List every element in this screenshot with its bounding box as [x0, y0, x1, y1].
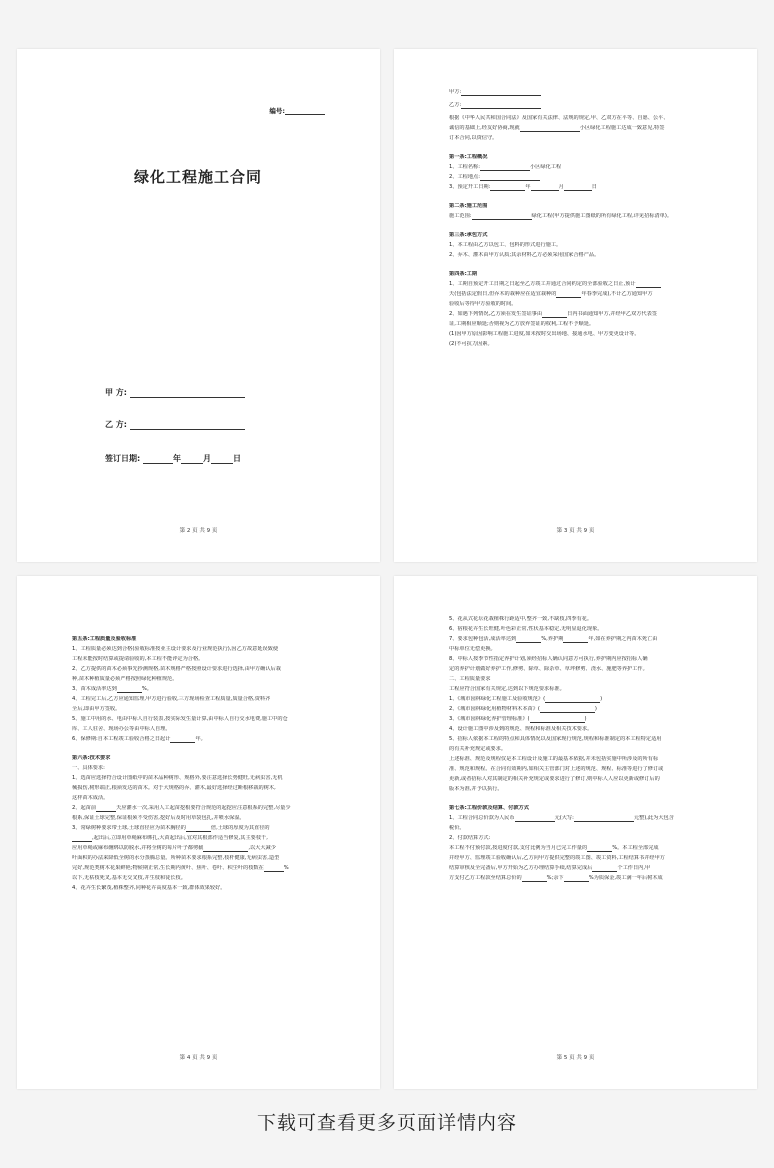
page-body — [72, 636, 328, 892]
text-line: 1、工程合同总价款为人民币 元(大写: 元整),此为大包含 — [449, 815, 674, 821]
contract-page-2 — [394, 49, 757, 562]
contract-number: 编号: — [269, 106, 325, 115]
party-a-field: 甲 方: — [105, 387, 245, 398]
section-heading: 第三条:承包方式 — [449, 232, 488, 238]
text-line: 一、具体要求: — [72, 765, 105, 771]
contract-page-4 — [394, 576, 757, 1089]
text-line: 7、要求包种包活,成活率达到 %,养护期 年,如在养护期之内苗木死亡由 — [449, 636, 658, 642]
text-line: 并经甲方、监理竣工验收确认后,乙方向甲方提供完整的竣工图、竣工资料,工程结算书并经甲方 — [449, 855, 665, 861]
section-heading: 第四条:工期 — [449, 271, 478, 277]
text-line: 二、工程质量要求 — [449, 676, 491, 682]
text-line: 2、《城市园林绿化用植物材料木本苗》( ) — [449, 706, 597, 712]
text-line: 税价。 — [449, 825, 465, 831]
contract-page-3 — [17, 576, 380, 1089]
text-line: 更新,或者招标人对其制定的相关补充规定或要求进行了修订,则中标人人应以更新或修订后的 — [449, 776, 660, 782]
text-line: 叶面积的办法来降低全树的水分蒸腾总量。所种苗木要求根系完整,枝杆健康,无病虫害,造型 — [72, 855, 280, 861]
text-line: 种,苗木种植质量必须严格按照绿化种植规范。 — [72, 676, 178, 682]
section-heading: 第二条:施工范围 — [449, 203, 488, 209]
text-line: 定的养护计划做好养护工作,修剪、除草、除杂草、草坪修剪、浇水、施肥等养护工作。 — [449, 666, 648, 672]
text-line: (2)不可抗力因素。 — [449, 341, 493, 347]
text-line: 全后,即由甲方签收。 — [72, 706, 121, 712]
download-caption: 下载可查看更多页面详情内容 — [256, 1112, 517, 1134]
text-line: 甲方: — [449, 89, 705, 96]
text-line: 2、乔木、灌木由甲方认质;其余材料乙方必须采用国家合格产品。 — [449, 252, 600, 258]
text-line: 的有关补充规定或要求。 — [449, 746, 507, 752]
text-line: 完好,规范类树木花果鲜艳;物候期正常,生长期内黄叶、焦叶、卷叶、积尘叶的枝数在 % — [72, 865, 289, 871]
text-line: 2、如遇下列情况,乙方须在发生签证事由 日内书面通知甲方,并经甲乙双方代表签 — [449, 311, 657, 317]
text-line: 诚信的基础上,经友好协商,现就 小区绿化工程施工达成一致意见,特签 — [449, 125, 665, 131]
text-line: 验收后等待甲方验收的时间。 — [449, 301, 517, 307]
text-line: 本工程不付预付款,按进度付款,支付比例为当月已完工作量的 %。本工程全部完成 — [449, 845, 659, 851]
page-footer: 第 4 页 共 9 页 — [179, 1055, 218, 1061]
text-line: 2、乙方提供的苗木必须事先抄测规格,苗木规格严格按照设计要求进行选择,由甲方确认后栽 — [72, 666, 281, 672]
text-line: 械损伤,树形端正,根须发达的苗木。对于大规格的乔、灌木,最好选择经过断根移栽的树木, — [72, 785, 276, 791]
text-line: 1、选苗应选择符合设计图纸中的苗木品种树形、规格外,要注意选择长势健旺,无病虫害,无机 — [72, 775, 283, 781]
text-line: 这样苗木成活。 — [72, 795, 109, 801]
text-line: 中标单位无偿更换。 — [449, 646, 496, 652]
text-line: 1、工期自预定开工日期之日起至乙方竣工并通过合同约定的全部验收之日止,预计 — [449, 281, 705, 288]
page-body — [449, 89, 705, 348]
text-line: 4、工程完工后,乙方应通知监理,甲方进行验收,三方现场检查工程质量,质量合格,资料齐 — [72, 696, 271, 702]
text-line: ,起出后,立即用草绳麻布绑扎,大苗起出后,宜对其根部作适当修复,其主要枝干, — [72, 835, 328, 842]
section-heading: 第一条:工程概况 — [449, 154, 488, 160]
text-line: 5、招标人依据本工程的特点和具体情况以及国家现行规范,规程和标准制定的本工程特定适用 — [449, 736, 662, 742]
party-b-field: 乙 方: — [105, 419, 245, 430]
text-line: 2、付款结算方式: — [449, 835, 491, 841]
text-line: 工程应符合国家有关规定,达到以下规范要求标准。 — [449, 686, 565, 692]
text-line: 结算审核及全完备后,甲方开始为乙方办理结算手续,结算完成后 个工作日内,甲 — [449, 865, 651, 871]
text-line: 1、工程质量必须达到合格(验收标准按业主设计要求及行业规范执行),因乙方故意延误致使 — [72, 646, 279, 652]
text-line: 2、起苗前 天应灌水一次,采用人工起苗挖根要符合规范的起挖应注意根系的完整,尽量少 — [72, 805, 291, 811]
page-footer: 第 3 页 共 9 页 — [556, 528, 595, 534]
text-line: 施工范围: 绿化工程(甲方提供施工图纸的所有绿化工程,详见招标清单)。 — [449, 213, 673, 219]
text-line: 3、苗木成活率达到 %。 — [72, 686, 152, 692]
text-line: 3、常绿树种要求带土球,土球直径应为苗木胸径的 倍,土球的厚度为其直径的 — [72, 825, 270, 831]
text-line: 版本为准,并予以执行。 — [449, 786, 503, 792]
text-line: 6、保修期:自本工程竣工验收合格之日起计 年。 — [72, 736, 206, 742]
text-line: 证,工期相应顺延;否则视为乙方放弃签证的权利,工程不予顺延。 — [449, 321, 595, 327]
text-line: 根系,保证土球完整,保证根须不受伤害,挖好后及时用草袋包扎,并喷水保湿。 — [72, 815, 245, 821]
text-line: (1)因甲方原因影响工程施工进度,如未按时交出场地、接通水电、甲方变更设计等。 — [449, 331, 640, 337]
page-footer: 第 5 页 共 9 页 — [556, 1055, 595, 1061]
text-line: 准、规范和规程。在合同有效期内,如相关主管部门对上述的规范、规程、标准等进行了修订或 — [449, 766, 664, 772]
text-line: 工程未能按时结算或提请验收的,本工程不能评定为合格。 — [72, 656, 204, 662]
text-line: 根据《中华人民共和国合同法》及国家有关法律、法规的规定,甲、乙双方在平等、自愿、公平、 — [449, 115, 669, 121]
section-heading: 第五条:工程质量及验收标准 — [72, 636, 137, 642]
text-line: 3、预定开工日期: 年 月 日 — [449, 184, 597, 190]
text-line: 1、《城市园林绿化工程施工及验收规范》( ) — [449, 696, 603, 702]
text-line: 4、设计施工图中涉及到的规范、规程和标准及相关技术要求。 — [449, 726, 593, 732]
text-line: 库、工人驻舍、现场办公等由中标人自理。 — [72, 726, 171, 732]
text-line: 订本合同,以资信守。 — [449, 135, 498, 141]
text-line: 4、花卉生长繁茂,植株整齐,同种花卉高度基本一致,群体效果较好。 — [72, 885, 226, 891]
text-line: 6、宿根花卉生长旺健,叶色彩正常,性状基本稳定,无明显退化现象。 — [449, 626, 603, 632]
text-line: 应用草绳或麻布缠绑以防脱水,并将全树的每片叶子都剪截 ,以大大减少 — [72, 845, 276, 851]
page-body — [449, 616, 705, 882]
text-line: 5、施工中用的水、电由中标人自行装表,按实际发生量计算,由中标人自行交水电费,施工中的仓 — [72, 716, 288, 722]
text-line: 乙方: — [449, 102, 705, 109]
text-line: 8、中标人按季节性指定养护计划,须经招标人确认同意方可执行,养护期内应按招标人确 — [449, 656, 648, 662]
section-heading: 第六条:技术要求 — [72, 755, 111, 761]
contract-title: 绿化工程施工合同 — [134, 168, 263, 186]
contract-cover-page — [17, 49, 380, 562]
text-line: 2、工程地点: — [449, 174, 705, 181]
section-heading: 第七条:工程价款及结算、付款方式 — [449, 805, 529, 811]
page-footer: 第 2 页 共 9 页 — [179, 528, 218, 534]
text-line: 1、工程名称: 小区绿化工程 — [449, 164, 562, 170]
text-line: 5、花从式花坛花栽植株行距适中,整齐一致,不缺枝,四季有花。 — [449, 616, 593, 622]
text-line: 1、本工程由乙方以包工、包料的形式进行施工。 — [449, 242, 562, 248]
text-line: 以下,无枯枝死叉,基本无交叉枝,并生枝和徒长枝。 — [72, 875, 186, 881]
text-line: 上述标准、规范及规程仅是本工程设计及施工的最基本依据,并未包括实施中所涉及的所有标 — [449, 756, 659, 762]
text-line: 天(包括法定假日,但乔木的栽种应在适宜栽种的 年春季完成),不计乙方通知甲方 — [449, 291, 653, 297]
text-line: 方支付乙方工程款至结算总价的 %;余下 %为质保金,竣工满一年后树木成 — [449, 875, 663, 881]
sign-date-field: 签订日期: 年 月 日 — [105, 454, 241, 463]
text-line: 3、《城市园林绿化养护管理标准》( ) — [449, 716, 587, 722]
